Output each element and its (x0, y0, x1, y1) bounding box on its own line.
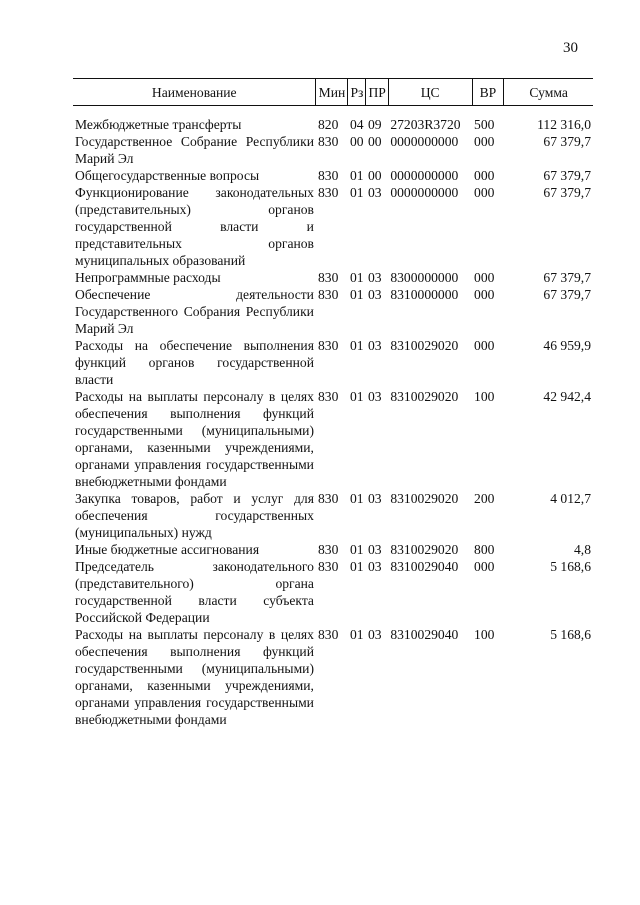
cell-name: Государственное Собрание Республики Марий Эл (75, 134, 314, 166)
table-row (73, 626, 593, 728)
cell-vr: 000 (474, 559, 495, 574)
cell-sum: 4,8 (574, 542, 591, 557)
header-rz: Рз (348, 79, 366, 106)
cell-min: 830 (317, 185, 339, 200)
table-row (73, 558, 593, 626)
cell-cs: 8310000000 (390, 287, 459, 302)
cell-rz: 01 (349, 270, 364, 285)
cell-pr: 03 (367, 389, 382, 404)
cell-pr: 03 (367, 338, 382, 353)
cell-sum: 46 959,9 (543, 338, 591, 353)
table-row (73, 269, 593, 286)
cell-name: Председатель законодательного (представительного) органа государственной власти субъекта Российской Федерации (75, 559, 314, 625)
cell-name: Функционирование законодательных (представительных) органов государственной власти и представительных органов муниципальных образований (75, 185, 314, 268)
header-vr: ВР (472, 79, 504, 106)
cell-name: Общегосударственные вопросы (75, 168, 260, 183)
cell-cs: 0000000000 (390, 185, 459, 200)
cell-sum: 67 379,7 (543, 270, 591, 285)
cell-pr: 03 (367, 287, 382, 302)
cell-name: Расходы на выплаты персоналу в целях обеспечения выполнения функций государственными (муниципальными) органами, казенными учреждениями, органами управления государственными внебюджетными фондами (75, 389, 314, 489)
cell-min: 820 (317, 117, 339, 132)
cell-vr: 000 (474, 134, 495, 149)
cell-rz: 01 (349, 389, 364, 404)
cell-pr: 03 (367, 627, 382, 642)
cell-min: 830 (317, 389, 339, 404)
cell-sum: 112 316,0 (537, 117, 591, 132)
table-header (73, 79, 593, 106)
cell-min: 830 (317, 134, 339, 149)
cell-pr: 03 (367, 491, 382, 506)
cell-sum: 5 168,6 (550, 627, 591, 642)
budget-table (73, 78, 593, 728)
cell-cs: 8310029020 (390, 542, 459, 557)
cell-pr: 00 (367, 168, 382, 183)
cell-vr: 000 (474, 168, 495, 183)
cell-sum: 42 942,4 (543, 389, 591, 404)
table-row (73, 337, 593, 388)
header-pr: ПР (366, 79, 388, 106)
cell-rz: 00 (349, 134, 364, 149)
cell-vr: 100 (474, 627, 495, 642)
header-min: Мин (316, 79, 348, 106)
cell-vr: 800 (474, 542, 495, 557)
cell-name: Межбюджетные трансферты (75, 117, 242, 132)
cell-vr: 100 (474, 389, 495, 404)
cell-min: 830 (317, 270, 339, 285)
cell-rz: 01 (349, 185, 364, 200)
cell-cs: 8310029020 (390, 338, 459, 353)
cell-cs: 8310029020 (390, 491, 459, 506)
table-row (73, 541, 593, 558)
cell-min: 830 (317, 168, 339, 183)
cell-pr: 09 (367, 117, 382, 132)
table-row (73, 286, 593, 337)
cell-cs: 8300000000 (390, 270, 459, 285)
cell-name: Расходы на обеспечение выполнения функций органов государственной власти (75, 338, 314, 387)
cell-cs: 8310029020 (390, 389, 459, 404)
table-row (73, 184, 593, 269)
cell-rz: 01 (349, 542, 364, 557)
cell-name: Непрограммные расходы (75, 270, 221, 285)
cell-vr: 000 (474, 338, 495, 353)
table-body (73, 106, 593, 729)
table-row (73, 388, 593, 490)
cell-rz: 01 (349, 559, 364, 574)
header-name: Наименование (73, 79, 316, 106)
cell-min: 830 (317, 338, 339, 353)
cell-sum: 67 379,7 (543, 168, 591, 183)
cell-min: 830 (317, 542, 339, 557)
header-cs: ЦС (388, 79, 472, 106)
cell-min: 830 (317, 559, 339, 574)
cell-rz: 04 (349, 117, 364, 132)
cell-pr: 03 (367, 542, 382, 557)
table-row (73, 133, 593, 167)
cell-rz: 01 (349, 168, 364, 183)
cell-rz: 01 (349, 491, 364, 506)
table-row (73, 167, 593, 184)
table-row (73, 106, 593, 134)
table-row (73, 490, 593, 541)
cell-pr: 03 (367, 270, 382, 285)
cell-vr: 000 (474, 270, 495, 285)
cell-min: 830 (317, 627, 339, 642)
cell-name: Закупка товаров, работ и услуг для обеспечения государственных (муниципальных) нужд (75, 491, 314, 540)
cell-name: Расходы на выплаты персоналу в целях обеспечения выполнения функций государственными (муниципальными) органами, казенными учреждениями, органами управления государственными внебюджетными фондами (75, 627, 314, 727)
cell-cs: 0000000000 (390, 134, 459, 149)
cell-sum: 4 012,7 (550, 491, 591, 506)
cell-rz: 01 (349, 627, 364, 642)
cell-vr: 000 (474, 185, 495, 200)
cell-name: Иные бюджетные ассигнования (75, 542, 260, 557)
cell-rz: 01 (349, 287, 364, 302)
cell-rz: 01 (349, 338, 364, 353)
cell-vr: 500 (474, 117, 495, 132)
cell-name: Обеспечение деятельности Государственного Собрания Республики Марий Эл (75, 287, 314, 336)
cell-sum: 67 379,7 (543, 287, 591, 302)
cell-pr: 00 (367, 134, 382, 149)
cell-sum: 5 168,6 (550, 559, 591, 574)
cell-sum: 67 379,7 (543, 185, 591, 200)
cell-pr: 03 (367, 559, 382, 574)
cell-vr: 000 (474, 287, 495, 302)
page-number: 30 (563, 40, 578, 56)
cell-cs: 8310029040 (390, 627, 459, 642)
cell-cs: 8310029040 (390, 559, 459, 574)
cell-min: 830 (317, 491, 339, 506)
cell-min: 830 (317, 287, 339, 302)
cell-vr: 200 (474, 491, 495, 506)
header-sum: Сумма (504, 79, 593, 106)
cell-cs: 27203R3720 (390, 117, 461, 132)
cell-sum: 67 379,7 (543, 134, 591, 149)
cell-cs: 0000000000 (390, 168, 459, 183)
cell-pr: 03 (367, 185, 382, 200)
